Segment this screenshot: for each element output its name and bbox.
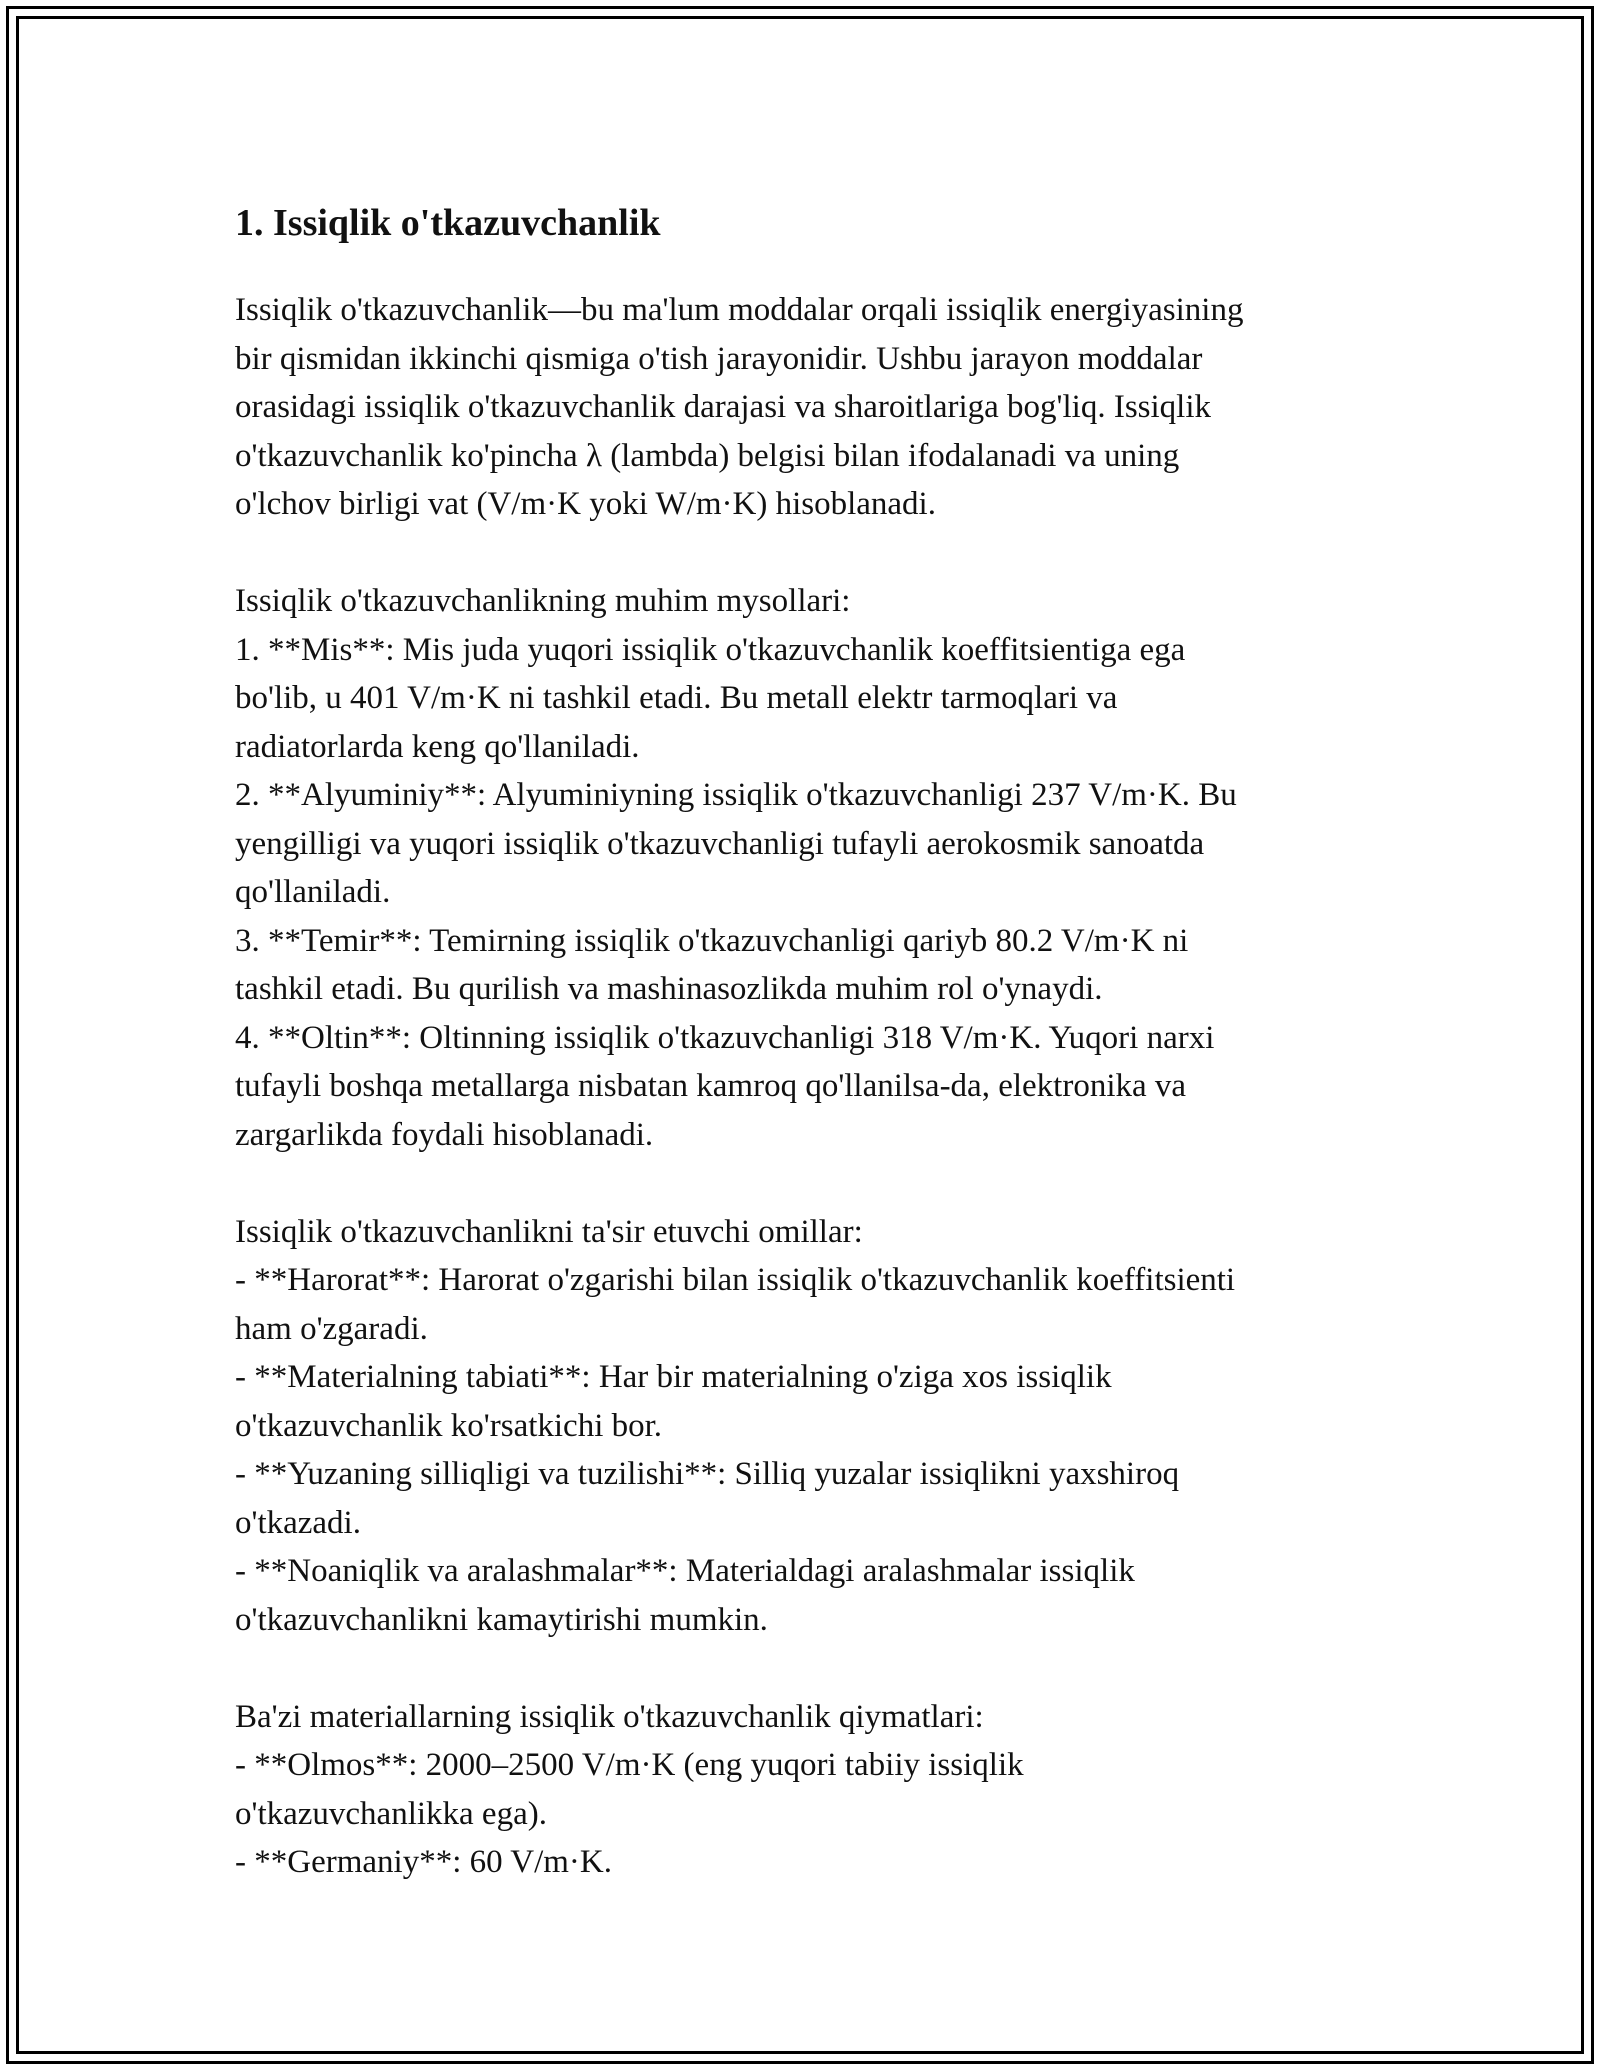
text-line: yengilligi va yuqori issiqlik o'tkazuvchanligi tufayli aerokosmik sanoatda [235,825,1205,862]
text-line: - **Olmos**: 2000–2500 V/m·K (eng yuqori tabiiy issiqlik [235,1747,1024,1783]
text-line: 2. **Alyuminiy**: Alyuminiyning issiqlik o'tkazuvchanligi 237 V/m·K. Bu [235,777,1237,813]
section-title: Ba'zi materiallarning issiqlik o'tkazuvchanlik qiymatlari: [235,1698,984,1735]
document-body [235,180,1385,1887]
text-line: o'tkazuvchanlikni kamaytirishi mumkin. [235,1601,768,1638]
text-line: - **Materialning tabiati**: Har bir materialning o'ziga xos issiqlik [235,1359,1112,1395]
intro-paragraph [235,286,1385,529]
examples-section [235,577,1385,1159]
text-line: - **Germaniy**: 60 V/m·K. [235,1844,613,1880]
text-line: tashkil etadi. Bu qurilish va mashinasozlikda muhim rol o'ynaydi. [235,971,1103,1007]
paragraph-spacer [235,1159,1385,1208]
text-line: zargarlikda foydali hisoblanadi. [235,1116,654,1153]
text-line: o'tkazuvchanlik ko'rsatkichi bor. [235,1407,663,1444]
text-line: tufayli boshqa metallarga nisbatan kamroq qo'llanilsa-da, elektronika va [235,1068,1187,1104]
text-line: radiatorlarda keng qo'llaniladi. [235,728,640,765]
section-title: Issiqlik o'tkazuvchanlikni ta'sir etuvchi omillar: [235,1213,863,1250]
text-line: o'lchov birligi vat (V/m·K yoki W/m·K) hisoblanadi. [235,486,936,522]
values-section [235,1693,1385,1887]
text-line: orasidagi issiqlik o'tkazuvchanlik darajasi va sharoitlariga bog'liq. Issiqlik [235,389,1212,425]
text-line: Issiqlik o'tkazuvchanlik—bu ma'lum moddalar orqali issiqlik energiyasining [235,292,1244,328]
text-line: 3. **Temir**: Temirning issiqlik o'tkazuvchanligi qariyb 80.2 V/m·K ni [235,922,1189,959]
text-line: ham o'zgaradi. [235,1310,428,1347]
text-line: o'tkazuvchanlik ko'pincha λ (lambda) belgisi bilan ifodalanadi va uning [235,437,1180,474]
document-heading: 1. Issiqlik o'tkazuvchanlik [235,202,661,244]
text-line: 1. **Mis**: Mis juda yuqori issiqlik o'tkazuvchanlik koeffitsientiga ega [235,631,1186,668]
paragraph-spacer [235,1644,1385,1693]
factors-section [235,1208,1385,1645]
text-line: o'tkazadi. [235,1504,361,1541]
text-line: - **Yuzaning silliqligi va tuzilishi**: Silliq yuzalar issiqlikni yaxshiroq [235,1456,1180,1492]
paragraph-spacer [235,529,1385,578]
text-line: bo'lib, u 401 V/m·K ni tashkil etadi. Bu metall elektr tarmoqlari va [235,680,1118,716]
text-line: - **Harorat**: Harorat o'zgarishi bilan issiqlik o'tkazuvchanlik koeffitsienti [235,1262,1236,1298]
text-line: - **Noaniqlik va aralashmalar**: Materialdagi aralashmalar issiqlik [235,1553,1135,1589]
text-line: 4. **Oltin**: Oltinning issiqlik o'tkazuvchanligi 318 V/m·K. Yuqori narxi [235,1019,1215,1056]
text-line: bir qismidan ikkinchi qismiga o'tish jarayonidir. Ushbu jarayon moddalar [235,340,1203,377]
section-title: Issiqlik o'tkazuvchanlikning muhim mysollari: [235,583,851,619]
text-line: o'tkazuvchanlikka ega). [235,1795,547,1832]
text-line: qo'llaniladi. [235,874,391,910]
